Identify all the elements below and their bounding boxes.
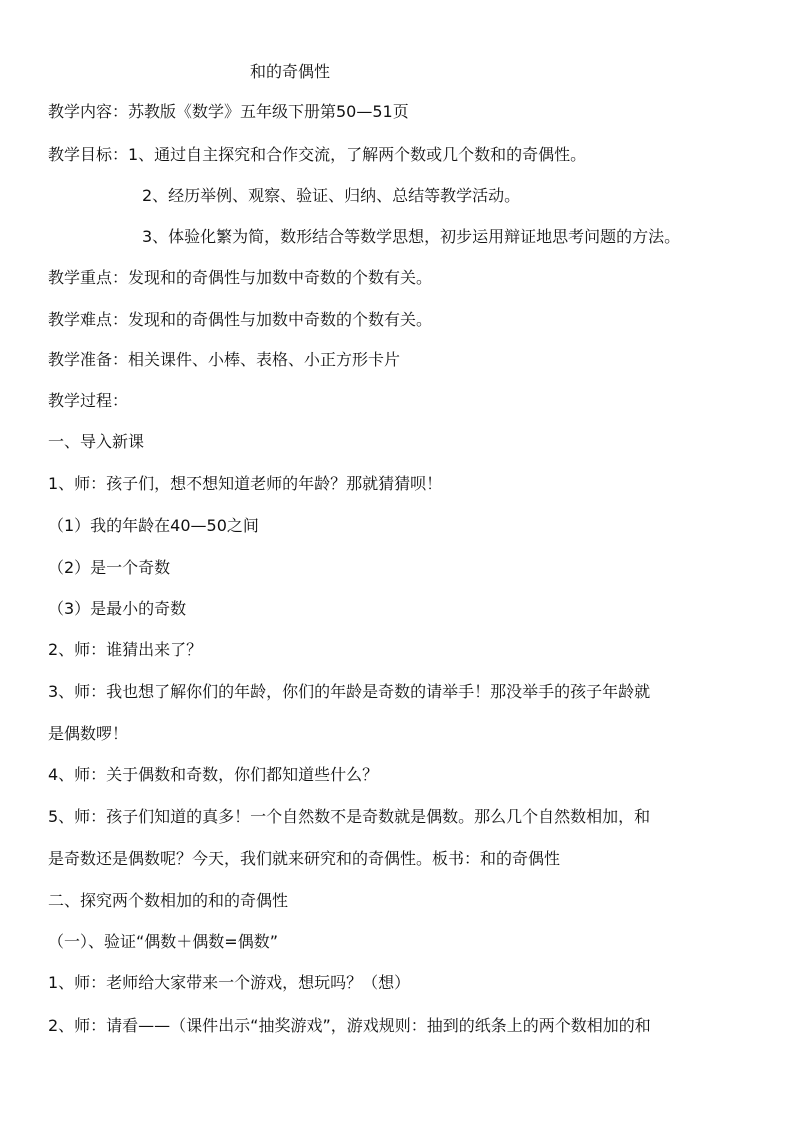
section-heading-2: 二、探究两个数相加的和的奇偶性 xyxy=(48,891,289,910)
paragraph-line: 1、师：孩子们，想不想知道老师的年龄？那就猜猜呗！ xyxy=(48,474,443,493)
paragraph-line: 1、师：老师给大家带来一个游戏，想玩吗？（想） xyxy=(48,973,411,992)
paragraph-line: 是奇数还是偶数呢？今天，我们就来研究和的奇偶性。板书：和的奇偶性 xyxy=(48,849,561,868)
teaching-process-heading: 教学过程： xyxy=(48,391,129,410)
paragraph-line: 2、师：请看——（课件出示“抽奖游戏”，游戏规则：抽到的纸条上的两个数相加的和 xyxy=(48,1016,651,1035)
paragraph-line: 4、师：关于偶数和奇数，你们都知道些什么？ xyxy=(48,765,379,784)
subsection-heading: （一）、验证“偶数＋偶数=偶数” xyxy=(48,932,278,951)
paragraph-line: （3）是最小的奇数 xyxy=(48,599,187,618)
teaching-focus-line: 教学重点：发现和的奇偶性与加数中奇数的个数有关。 xyxy=(48,268,433,287)
paragraph-line: 3、师：我也想了解你们的年龄，你们的年龄是奇数的请举手！那没举手的孩子年龄就 xyxy=(48,682,651,701)
document-title: 和的奇偶性 xyxy=(250,62,331,81)
paragraph-line: （1）我的年龄在40—50之间 xyxy=(48,516,259,535)
section-heading-1: 一、导入新课 xyxy=(48,432,145,451)
teaching-goal-item-3: 3、体验化繁为简，数形结合等数学思想，初步运用辩证地思考问题的方法。 xyxy=(142,227,681,246)
paragraph-line: 2、师：谁猜出来了？ xyxy=(48,640,203,659)
teaching-goal-line: 教学目标：1、通过自主探究和合作交流，了解两个数或几个数和的奇偶性。 xyxy=(48,145,587,164)
paragraph-line: （2）是一个奇数 xyxy=(48,558,171,577)
teaching-difficulty-line: 教学难点：发现和的奇偶性与加数中奇数的个数有关。 xyxy=(48,310,433,329)
teaching-preparation-line: 教学准备：相关课件、小棒、表格、小正方形卡片 xyxy=(48,350,401,369)
paragraph-line: 5、师：孩子们知道的真多！一个自然数不是奇数就是偶数。那么几个自然数相加，和 xyxy=(48,807,651,826)
teaching-content-line: 教学内容：苏教版《数学》五年级下册第50—51页 xyxy=(48,102,409,121)
teaching-goal-item-2: 2、经历举例、观察、验证、归纳、总结等教学活动。 xyxy=(142,186,521,205)
paragraph-line: 是偶数啰！ xyxy=(48,724,129,743)
